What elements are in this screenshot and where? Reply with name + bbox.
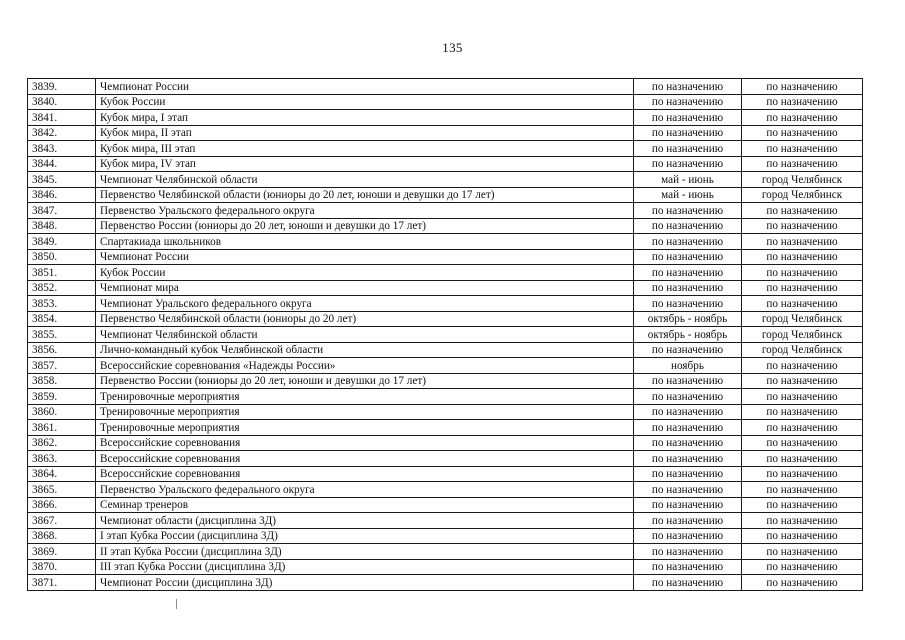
table-row xyxy=(28,110,863,126)
event-name: Первенство Уральского федерального округа xyxy=(96,203,634,219)
event-name: Кубок мира, IV этап xyxy=(96,156,634,172)
page-number: 135 xyxy=(442,40,463,55)
event-place: по назначению xyxy=(742,125,863,141)
table-row xyxy=(28,280,863,296)
table-row xyxy=(28,575,863,591)
row-number: 3858. xyxy=(28,373,96,389)
row-number: 3843. xyxy=(28,141,96,157)
event-date: по назначению xyxy=(634,373,742,389)
event-place: город Челябинск xyxy=(742,172,863,188)
event-date: по назначению xyxy=(634,451,742,467)
event-date: по назначению xyxy=(634,435,742,451)
event-name: Чемпионат Челябинской области xyxy=(96,327,634,343)
table-row xyxy=(28,389,863,405)
event-place: город Челябинск xyxy=(742,342,863,358)
event-name: Кубок России xyxy=(96,94,634,110)
event-name: Кубок мира, II этап xyxy=(96,125,634,141)
event-date: октябрь - ноябрь xyxy=(634,327,742,343)
event-date: по назначению xyxy=(634,141,742,157)
event-place: по назначению xyxy=(742,265,863,281)
event-name: Кубок мира, I этап xyxy=(96,110,634,126)
row-number: 3862. xyxy=(28,435,96,451)
table-row xyxy=(28,311,863,327)
event-place: по назначению xyxy=(742,156,863,172)
table-row xyxy=(28,94,863,110)
row-number: 3870. xyxy=(28,559,96,575)
event-date: по назначению xyxy=(634,203,742,219)
event-date: по назначению xyxy=(634,94,742,110)
event-name: Тренировочные мероприятия xyxy=(96,404,634,420)
event-name: Чемпионат Челябинской области xyxy=(96,172,634,188)
row-number: 3853. xyxy=(28,296,96,312)
event-name: Кубок России xyxy=(96,265,634,281)
row-number: 3846. xyxy=(28,187,96,203)
table-row xyxy=(28,435,863,451)
event-date: по назначению xyxy=(634,296,742,312)
event-place: город Челябинск xyxy=(742,327,863,343)
event-date: по назначению xyxy=(634,497,742,513)
table-row xyxy=(28,466,863,482)
row-number: 3857. xyxy=(28,358,96,374)
event-name: Всероссийские соревнования xyxy=(96,435,634,451)
event-place: по назначению xyxy=(742,404,863,420)
table-row xyxy=(28,187,863,203)
event-date: май - июнь xyxy=(634,172,742,188)
row-number: 3841. xyxy=(28,110,96,126)
row-number: 3859. xyxy=(28,389,96,405)
event-date: по назначению xyxy=(634,234,742,250)
row-number: 3864. xyxy=(28,466,96,482)
table-row xyxy=(28,156,863,172)
row-number: 3866. xyxy=(28,497,96,513)
event-date: по назначению xyxy=(634,265,742,281)
table-row xyxy=(28,234,863,250)
row-number: 3867. xyxy=(28,513,96,529)
table-body xyxy=(28,79,863,591)
row-number: 3863. xyxy=(28,451,96,467)
event-place: по назначению xyxy=(742,451,863,467)
table-row xyxy=(28,528,863,544)
event-date: по назначению xyxy=(634,218,742,234)
event-name: Тренировочные мероприятия xyxy=(96,420,634,436)
event-name: Семинар тренеров xyxy=(96,497,634,513)
event-date: по назначению xyxy=(634,528,742,544)
table-row xyxy=(28,172,863,188)
event-place: город Челябинск xyxy=(742,187,863,203)
event-name: Всероссийские соревнования xyxy=(96,451,634,467)
event-name: Лично-командный кубок Челябинской области xyxy=(96,342,634,358)
table-row xyxy=(28,296,863,312)
event-name: Чемпионат России (дисциплина 3Д) xyxy=(96,575,634,591)
event-date: по назначению xyxy=(634,420,742,436)
row-number: 3865. xyxy=(28,482,96,498)
row-number: 3855. xyxy=(28,327,96,343)
table-row xyxy=(28,482,863,498)
event-place: по назначению xyxy=(742,79,863,95)
table-row xyxy=(28,420,863,436)
event-name: Чемпионат области (дисциплина 3Д) xyxy=(96,513,634,529)
event-name: Первенство России (юниоры до 20 лет, юноши и девушки до 17 лет) xyxy=(96,218,634,234)
event-place: по назначению xyxy=(742,358,863,374)
row-number: 3861. xyxy=(28,420,96,436)
table-row xyxy=(28,404,863,420)
event-place: по назначению xyxy=(742,513,863,529)
event-date: по назначению xyxy=(634,559,742,575)
table-row xyxy=(28,249,863,265)
row-number: 3844. xyxy=(28,156,96,172)
event-date: по назначению xyxy=(634,125,742,141)
event-date: по назначению xyxy=(634,544,742,560)
row-number: 3860. xyxy=(28,404,96,420)
event-date: по назначению xyxy=(634,156,742,172)
event-place: по назначению xyxy=(742,482,863,498)
event-date: по назначению xyxy=(634,513,742,529)
row-number: 3854. xyxy=(28,311,96,327)
event-name: Первенство Челябинской области (юниоры до 20 лет, юноши и девушки до 17 лет) xyxy=(96,187,634,203)
row-number: 3845. xyxy=(28,172,96,188)
event-place: по назначению xyxy=(742,203,863,219)
event-date: по назначению xyxy=(634,79,742,95)
event-place: по назначению xyxy=(742,559,863,575)
event-date: по назначению xyxy=(634,404,742,420)
event-name: Чемпионат мира xyxy=(96,280,634,296)
event-place: по назначению xyxy=(742,249,863,265)
event-date: октябрь - ноябрь xyxy=(634,311,742,327)
event-name: Кубок мира, III этап xyxy=(96,141,634,157)
event-date: по назначению xyxy=(634,280,742,296)
event-place: по назначению xyxy=(742,497,863,513)
event-name: Первенство Уральского федерального округа xyxy=(96,482,634,498)
row-number: 3839. xyxy=(28,79,96,95)
event-date: май - июнь xyxy=(634,187,742,203)
events-table xyxy=(27,78,863,591)
event-date: по назначению xyxy=(634,482,742,498)
row-number: 3848. xyxy=(28,218,96,234)
row-number: 3869. xyxy=(28,544,96,560)
event-place: по назначению xyxy=(742,280,863,296)
event-name: Первенство России (юниоры до 20 лет, юноши и девушки до 17 лет) xyxy=(96,373,634,389)
row-number: 3851. xyxy=(28,265,96,281)
event-place: по назначению xyxy=(742,575,863,591)
row-number: 3850. xyxy=(28,249,96,265)
event-place: по назначению xyxy=(742,218,863,234)
event-place: по назначению xyxy=(742,528,863,544)
row-number: 3847. xyxy=(28,203,96,219)
table-row xyxy=(28,125,863,141)
event-date: по назначению xyxy=(634,249,742,265)
event-name: Спартакиада школьников xyxy=(96,234,634,250)
table-row xyxy=(28,497,863,513)
row-number: 3840. xyxy=(28,94,96,110)
event-date: ноябрь xyxy=(634,358,742,374)
event-place: по назначению xyxy=(742,389,863,405)
table-row xyxy=(28,373,863,389)
event-name: Тренировочные мероприятия xyxy=(96,389,634,405)
row-number: 3868. xyxy=(28,528,96,544)
table-row xyxy=(28,513,863,529)
row-number: 3852. xyxy=(28,280,96,296)
event-name: II этап Кубка России (дисциплина 3Д) xyxy=(96,544,634,560)
table-row xyxy=(28,451,863,467)
event-place: по назначению xyxy=(742,435,863,451)
event-place: по назначению xyxy=(742,234,863,250)
event-place: по назначению xyxy=(742,373,863,389)
event-place: по назначению xyxy=(742,420,863,436)
event-name: Чемпионат Уральского федерального округа xyxy=(96,296,634,312)
event-place: по назначению xyxy=(742,296,863,312)
event-name: Первенство Челябинской области (юниоры до 20 лет) xyxy=(96,311,634,327)
event-name: Всероссийские соревнования xyxy=(96,466,634,482)
event-place: по назначению xyxy=(742,466,863,482)
event-date: по назначению xyxy=(634,466,742,482)
table-row xyxy=(28,141,863,157)
event-place: город Челябинск xyxy=(742,311,863,327)
row-number: 3849. xyxy=(28,234,96,250)
event-name: Чемпионат России xyxy=(96,249,634,265)
event-date: по назначению xyxy=(634,389,742,405)
event-date: по назначению xyxy=(634,575,742,591)
event-place: по назначению xyxy=(742,141,863,157)
table-row xyxy=(28,265,863,281)
event-place: по назначению xyxy=(742,94,863,110)
row-number: 3871. xyxy=(28,575,96,591)
row-number: 3856. xyxy=(28,342,96,358)
scan-artifact xyxy=(176,599,177,609)
table-row xyxy=(28,218,863,234)
event-name: I этап Кубка России (дисциплина 3Д) xyxy=(96,528,634,544)
event-name: Чемпионат России xyxy=(96,79,634,95)
event-date: по назначению xyxy=(634,110,742,126)
event-name: III этап Кубка России (дисциплина 3Д) xyxy=(96,559,634,575)
table-row xyxy=(28,203,863,219)
table-row xyxy=(28,358,863,374)
event-place: по назначению xyxy=(742,544,863,560)
row-number: 3842. xyxy=(28,125,96,141)
event-date: по назначению xyxy=(634,342,742,358)
event-name: Всероссийские соревнования «Надежды России» xyxy=(96,358,634,374)
table-row xyxy=(28,79,863,95)
table-row xyxy=(28,559,863,575)
event-place: по назначению xyxy=(742,110,863,126)
table-row xyxy=(28,327,863,343)
table-row xyxy=(28,544,863,560)
table-row xyxy=(28,342,863,358)
